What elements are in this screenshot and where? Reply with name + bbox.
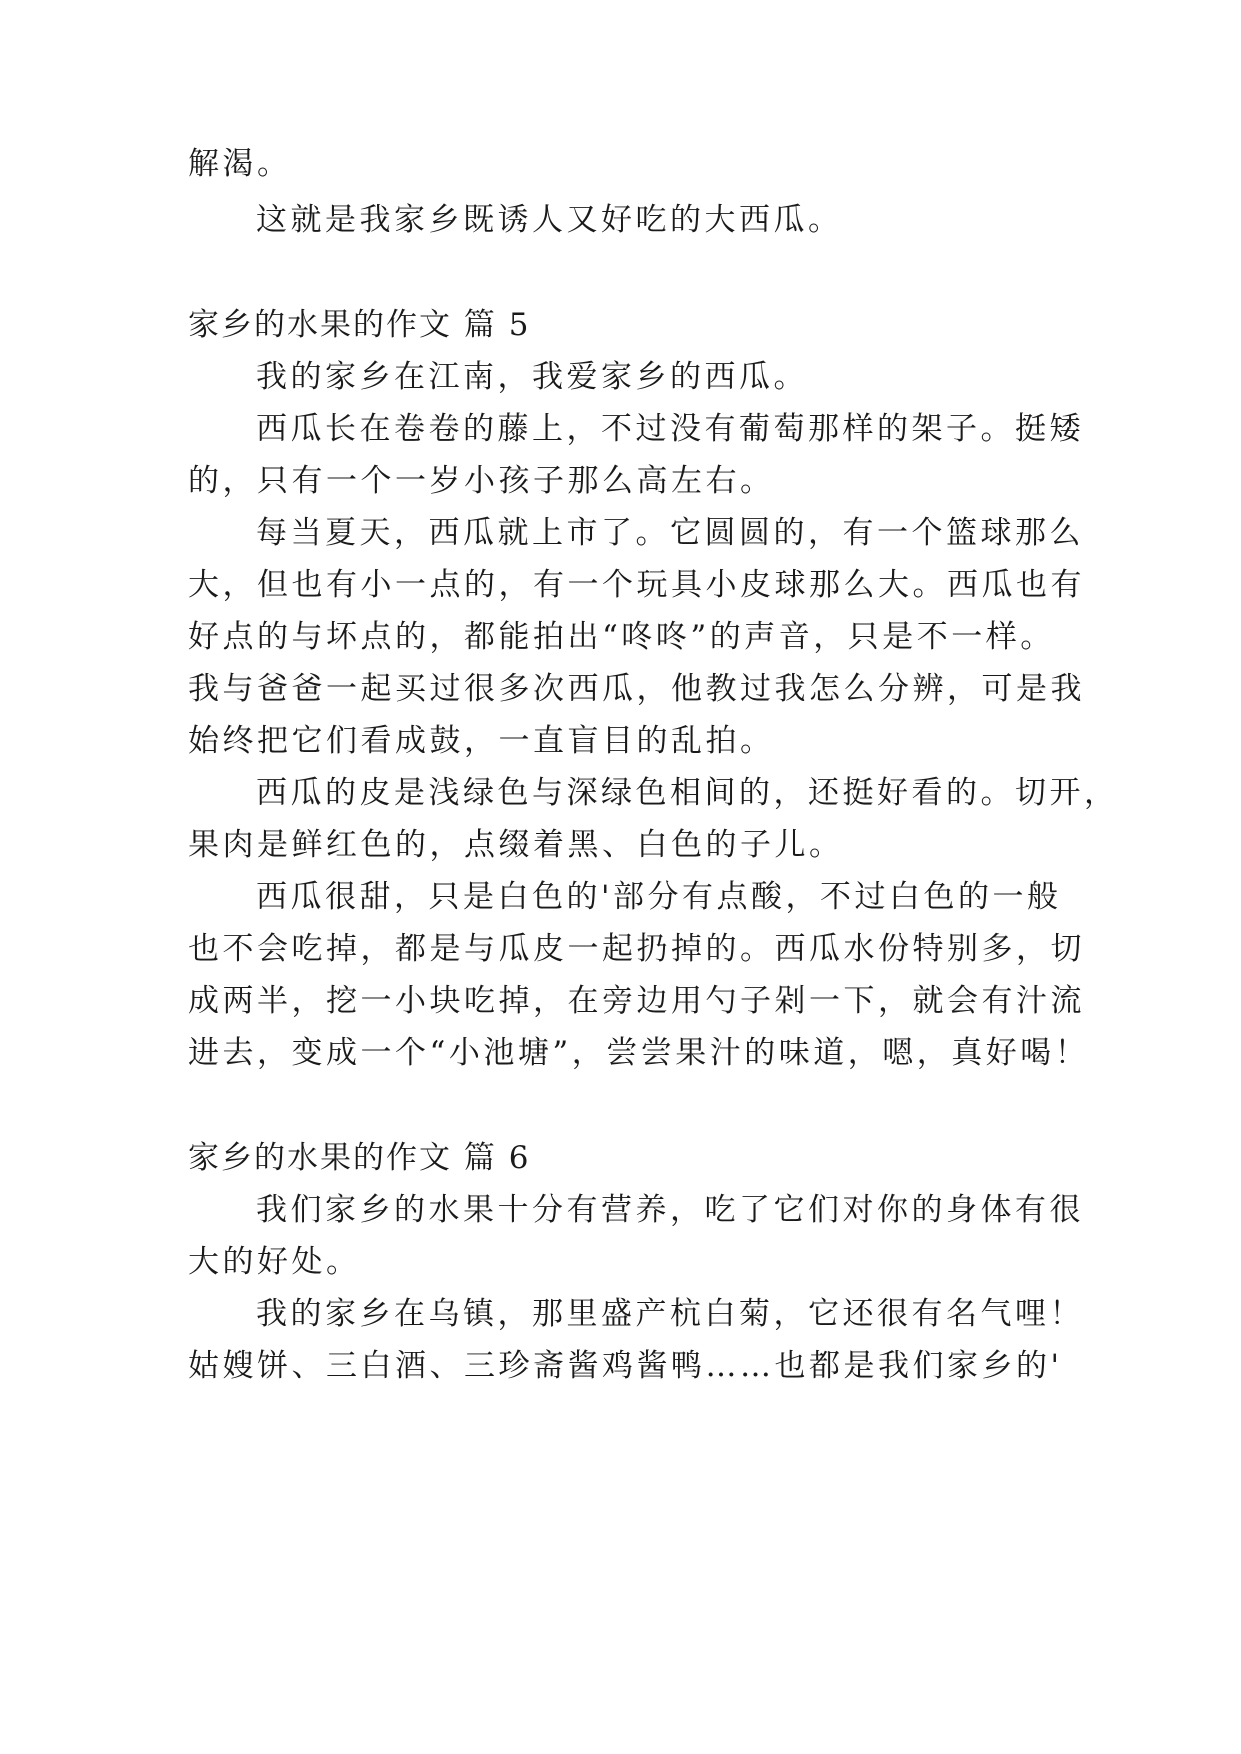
paragraph-line: 始终把它们看成鼓，一直盲目的乱拍。 (188, 723, 775, 759)
paragraph-line: 这就是我家乡既诱人又好吃的大西瓜。 (256, 202, 843, 238)
paragraph-line: 进去，变成一个“小池塘”，尝尝果汁的味道，嗯，真好喝！ (188, 1035, 1090, 1071)
paragraph-line: 的，只有一个一岁小孩子那么高左右。 (188, 463, 775, 499)
paragraph-line: 西瓜很甜，只是白色的'部分有点酸，不过白色的一般 (256, 879, 1062, 915)
paragraph-line: 我的家乡在江南，我爱家乡的西瓜。 (256, 359, 808, 395)
paragraph-line: 我们家乡的水果十分有营养，吃了它们对你的身体有很 (256, 1192, 1084, 1228)
paragraph-line: 解渴。 (188, 146, 292, 182)
paragraph-line: 西瓜长在卷卷的藤上，不过没有葡萄那样的架子。挺矮 (256, 411, 1084, 447)
paragraph-line: 西瓜的皮是浅绿色与深绿色相间的，还挺好看的。切开， (256, 775, 1119, 811)
paragraph-line: 成两半，挖一小块吃掉，在旁边用勺子剁一下，就会有汁流 (188, 983, 1085, 1019)
paragraph-line: 果肉是鲜红色的，点缀着黑、白色的子儿。 (188, 827, 844, 863)
paragraph-line: 我与爸爸一起买过很多次西瓜，他教过我怎么分辨，可是我 (188, 671, 1085, 707)
section-heading-5: 家乡的水果的作文 篇 5 (188, 307, 531, 343)
paragraph-line: 大的好处。 (188, 1244, 361, 1280)
section-heading-6: 家乡的水果的作文 篇 6 (188, 1140, 531, 1176)
paragraph-line: 大，但也有小一点的，有一个玩具小皮球那么大。西瓜也有 (188, 567, 1085, 603)
paragraph-line: 也不会吃掉，都是与瓜皮一起扔掉的。西瓜水份特别多，切 (188, 931, 1085, 967)
paragraph-line: 每当夏天，西瓜就上市了。它圆圆的，有一个篮球那么 (256, 515, 1084, 551)
paragraph-line: 我的家乡在乌镇，那里盛产杭白菊，它还很有名气哩！ (256, 1296, 1084, 1332)
paragraph-line: 姑嫂饼、三白酒、三珍斋酱鸡酱鸭……也都是我们家乡的' (188, 1348, 1063, 1384)
paragraph-line: 好点的与坏点的，都能拍出“咚咚”的声音，只是不一样。 (188, 619, 1055, 655)
